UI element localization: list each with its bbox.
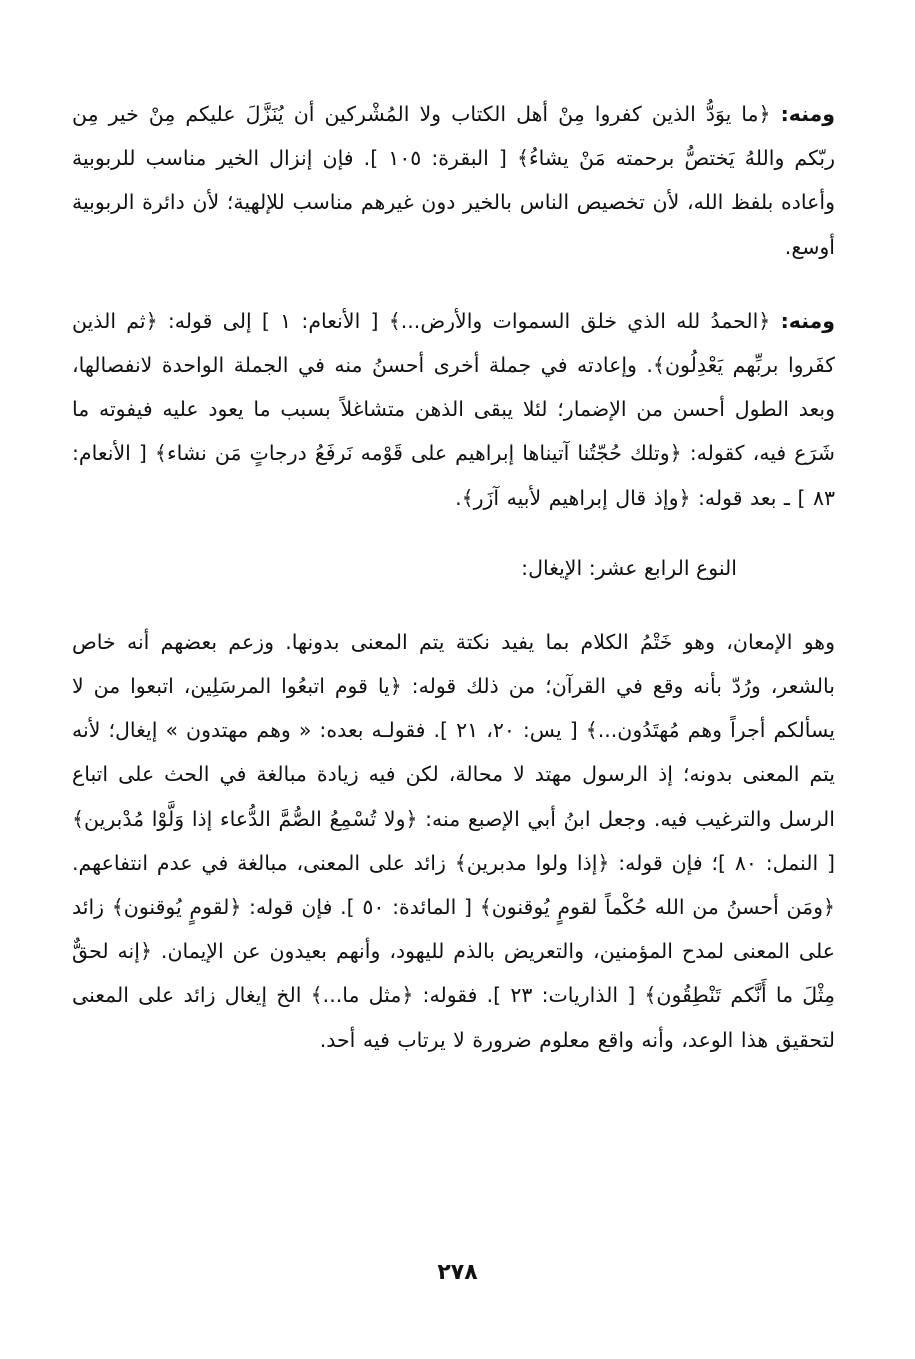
page-body (72, 92, 835, 1299)
page-number: ٢٧٨ (437, 1260, 478, 1285)
paragraph-1-text: ﴿ما يوَدُّ الذين كفروا مِنْ أهل الكتاب ولا المُشْركين أن يُنَزَّلَ عليكم مِنْ خير مِن ربّكم واللهُ يَختصُّ برحمته مَنْ يشاءُ﴾ [ البقرة: ١٠٥ ]. فإن إنزال الخير مناسب للربوبية وأعاده بلفظ الله، لأن تخصيص الناس بالخير دون غيرهم مناسب للإلهية؛ لأن دائرة الربوبية أوسع. (72, 102, 835, 259)
paragraph-2 (72, 299, 835, 520)
paragraph-1-lead: ومنه: (780, 102, 835, 126)
paragraph-3: وهو الإمعان، وهو خَتْمُ الكلام بما يفيد نكتة يتم المعنى بدونها. وزعم بعضهم أنه خاص بالشعر، ورُدّ بأنه وقع في القرآن؛ من ذلك قوله: ﴿يا قوم اتبعُوا المرسَلِين، اتبعوا من لا يسألكم أجراً وهم مُهتَدُون...﴾ [ يس: ٢٠، ٢١ ]. فقولـه بعده: « وهم مهتدون » إيغال؛ لأنه يتم المعنى بدونه؛ إذ الرسول مهتد لا محالة، لكن فيه زيادة مبالغة في الحث على اتباع الرسل والترغيب فيه. وجعل ابنُ أبي الإصبع منه: ﴿ولا تُسْمِعُ الصُّمَّ الدُّعاء إذا وَلَّوْا مُدْبرين﴾ [ النمل: ٨٠ ]؛ فإن قوله: ﴿إذا ولوا مدبرين﴾ زائد على المعنى، مبالغة في عدم انتفاعهم. ﴿ومَن أحسنُ من الله حُكْماً لقومٍ يُوقنون﴾ [ المائدة: ٥٠ ]. فإن قوله: ﴿لقومٍ يُوقنون﴾ زائد على المعنى لمدح المؤمنين، والتعريض بالذم لليهود، وأنهم بعيدون عن الإيمان. ﴿إنه لحقٌّ مِثْلَ ما أَنَّكم تَنْطِقُون﴾ [ الذاريات: ٢٣ ]. فقوله: ﴿مثل ما...﴾ الخ إيغال زائد على المعنى لتحقيق هذا الوعد، وأنه واقع معلوم ضرورة لا يرتاب فيه أحد. (72, 629, 836, 1052)
paragraph-1 (72, 92, 835, 269)
paragraph-2-lead: ومنه: (780, 308, 835, 333)
paragraph-2-text: ﴿الحمدُ لله الذي خلق السموات والأرض...﴾ [ الأنعام: ١ ] إلى قوله: ﴿ثم الذين كفَروا بربِّهم يَعْدِلُون﴾. وإعادته في جملة أخرى أحسنُ منه في الجملة الواحدة لانفصالها، وبعد الطول أحسن من الإضمار؛ لئلا يبقى الذهن متشاغلاً بسبب ما يعود عليه فيفوته ما شَرَع فيه، كقوله: ﴿وتلك حُجّتُنا آتيناها إبراهيم على قَوْمه نَرفَعُ درجاتٍ مَن نشاء﴾ [ الأنعام: ٨٣ ] ـ بعد قوله: ﴿وإذ قال إبراهيم لأبيه آزَر﴾. (72, 308, 835, 510)
section-heading: النوع الرابع عشر: الإيغال: (521, 555, 737, 580)
